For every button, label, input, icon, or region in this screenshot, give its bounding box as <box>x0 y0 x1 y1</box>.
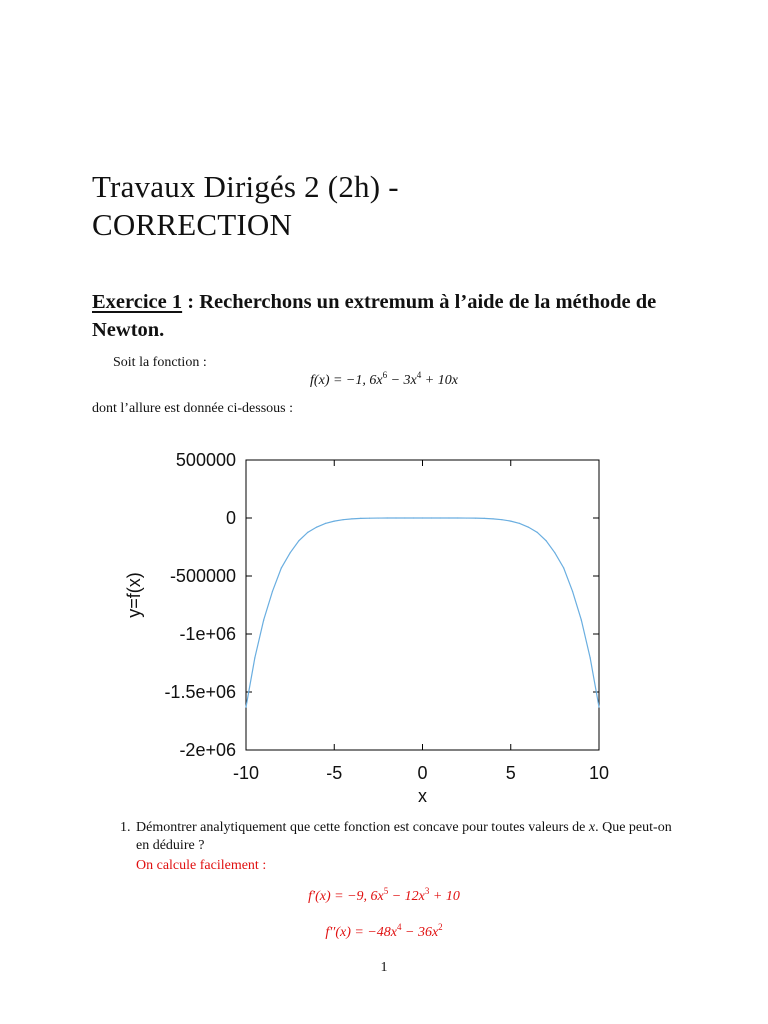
question-text <box>136 819 680 855</box>
data-point <box>537 532 538 533</box>
answer-intro: On calcule facilement : <box>136 858 267 873</box>
page-number: 1 <box>380 960 388 975</box>
data-point <box>422 517 423 518</box>
question-text-part-2: . Que peut-on en déduire ? <box>136 820 672 853</box>
data-point <box>334 521 335 522</box>
data-point <box>598 706 599 707</box>
x-tick-label: 5 <box>505 763 516 783</box>
d2-mid: − 36x <box>401 925 439 940</box>
data-point <box>395 517 396 518</box>
data-point <box>475 518 476 519</box>
series-line <box>246 518 599 707</box>
y-tick-label: -1e+06 <box>179 624 236 644</box>
data-point <box>387 517 388 518</box>
d1-lhs: f′(x) = −9, 6x <box>308 889 384 904</box>
exercise-number: Exercice 1 <box>92 291 183 313</box>
y-tick-label: 0 <box>225 508 236 528</box>
plot-frame-group <box>246 460 599 750</box>
function-plot <box>0 440 768 810</box>
d2-exp-2: 2 <box>438 922 443 932</box>
data-point <box>457 517 458 518</box>
d1-rhs: + 10 <box>429 889 460 904</box>
data-point <box>316 527 317 528</box>
data-point <box>431 517 432 518</box>
d1-mid: − 12x <box>388 889 425 904</box>
data-point <box>413 517 414 518</box>
exercise-title: : Recherchons un extremum à l’aide de la méthode de Newton. <box>92 291 657 341</box>
d2-lhs: f′′(x) = −48x <box>325 925 397 940</box>
title-line-1: Travaux Dirigés 2 (2h) - <box>92 169 399 204</box>
x-tick-label: -5 <box>326 763 343 783</box>
data-point <box>298 540 299 541</box>
y-tick-label: 500000 <box>175 450 236 470</box>
data-point <box>342 519 343 520</box>
data-point <box>519 523 520 524</box>
y-tick-label: -500000 <box>169 566 236 586</box>
data-point <box>360 518 361 519</box>
plot-frame <box>246 460 599 750</box>
data-point <box>545 540 546 541</box>
y-axis-ticks <box>164 450 599 760</box>
first-derivative <box>0 886 768 905</box>
data-point <box>563 567 564 568</box>
data-point <box>281 567 282 568</box>
y-axis-title: y=f(x) <box>124 572 144 618</box>
data-point <box>572 591 573 592</box>
data-point <box>307 532 308 533</box>
series-group <box>245 517 599 707</box>
data-point <box>484 518 485 519</box>
question-1 <box>120 819 680 875</box>
d1-exp-2: 3 <box>424 886 430 896</box>
data-point <box>245 706 246 707</box>
data-point <box>440 517 441 518</box>
y-tick-label: -1.5e+06 <box>164 682 236 702</box>
data-point <box>325 523 326 524</box>
x-tick-label: 10 <box>588 763 610 783</box>
x-axis-ticks <box>233 460 609 783</box>
second-derivative <box>0 922 768 941</box>
data-point <box>404 517 405 518</box>
allure-text: dont l’allure est donnée ci-dessous : <box>92 401 294 416</box>
question-variable: x <box>588 820 596 835</box>
data-point <box>378 517 379 518</box>
data-point <box>510 521 511 522</box>
exercise-heading <box>92 288 682 344</box>
data-point <box>448 517 449 518</box>
formula-exp-2: 4 <box>416 370 422 380</box>
intro-text: Soit la fonction : <box>113 355 207 370</box>
data-point <box>290 552 291 553</box>
data-point <box>528 527 529 528</box>
x-tick-label: 0 <box>417 763 428 783</box>
d1-exp-1: 5 <box>383 886 389 896</box>
formula-rhs: + 10x <box>421 373 458 388</box>
y-tick-label: -2e+06 <box>179 740 236 760</box>
data-point <box>466 517 467 518</box>
formula-exp-1: 6 <box>382 370 388 380</box>
formula-lhs: f(x) = −1, 6x <box>310 373 383 388</box>
question-number: 1. <box>120 820 131 835</box>
formula-mid: − 3x <box>387 373 417 388</box>
data-point <box>554 552 555 553</box>
function-formula <box>0 370 768 389</box>
question-text-part-1: Démontrer analytiquement que cette fonction est concave pour toutes valeurs de <box>136 820 589 835</box>
x-tick-label: -10 <box>232 763 260 783</box>
data-point <box>590 657 591 658</box>
data-point <box>369 518 370 519</box>
data-point <box>351 518 352 519</box>
data-point <box>501 519 502 520</box>
data-point <box>493 518 494 519</box>
data-point <box>272 591 273 592</box>
data-point <box>254 657 255 658</box>
page-title <box>92 168 692 244</box>
data-point <box>581 619 582 620</box>
title-line-2: CORRECTION <box>92 207 293 242</box>
x-axis-title: x <box>418 786 427 806</box>
data-point <box>263 619 264 620</box>
d2-exp-1: 4 <box>397 922 402 932</box>
